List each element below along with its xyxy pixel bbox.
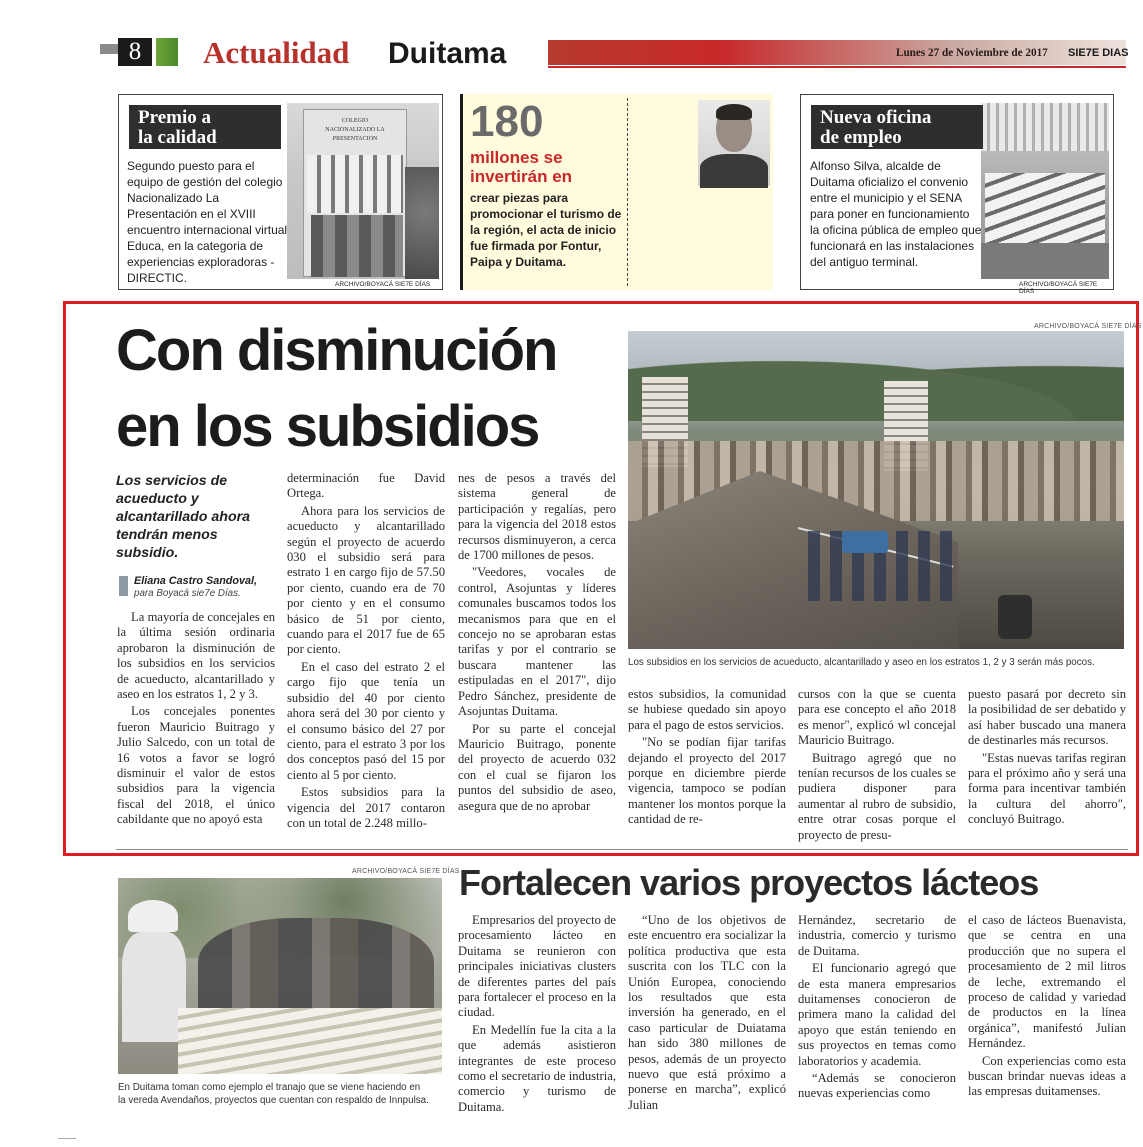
main-col-1: [117, 610, 275, 830]
main-col-5-p2: Buitrago agregó que no tenían recursos de los cuales se pudiera disponer para aumentar al rubro de subsidio, entre otrar cosas porque el proyecto de presu-: [798, 750, 956, 842]
second-col-1-p2: En Medellín fue la cita a la que además asistieron integrantes de este proceso como el secretario de industria, comercio y turismo de Duitama.: [458, 1022, 616, 1114]
second-col-3-p3: “Además se conocieron nuevas experiencias como: [798, 1071, 956, 1101]
office-desks: [985, 173, 1105, 243]
second-col-2: [628, 913, 786, 1115]
main-col-6: [968, 687, 1126, 830]
page-number: 8: [128, 38, 142, 65]
product-table: [178, 1008, 442, 1074]
blue-barrel: [842, 531, 888, 553]
school-sign: COLEGIO NACIONALIZADO LA PRESENTACION: [325, 118, 385, 142]
author-affiliation: para Boyacá sie7e Días.: [134, 588, 241, 599]
portrait-hair: [716, 104, 752, 120]
second-col-2-p1: “Uno de los objetivos de este encuentro era socializar la política productiva que esta suscrita con los TLC con la Unión Europea, conociendo los resultados que esta inversión ha generado, en el caso particular de Duiatama han sido 380 millones de pesos, además de un proyecto nuevo que está próximo a ponerse en marcha”, explicó Julian: [628, 913, 786, 1112]
main-headline-line2: en los subsidios: [116, 394, 539, 459]
cifra-number: 180: [470, 97, 544, 146]
main-col-2: [287, 471, 445, 833]
second-col-3: [798, 913, 956, 1104]
brief-premio: [118, 94, 443, 290]
office-floor: [981, 243, 1109, 279]
city-name: Duitama: [388, 37, 507, 70]
school-entrance: [311, 215, 403, 277]
oficina-title-line2: de empleo: [820, 127, 902, 148]
main-deck: Los servicios de acueducto y alcantarillado ahora tendrán menos subsidio.: [116, 473, 251, 561]
issue-date: Lunes 27 de Noviembre de 2017: [896, 47, 1048, 59]
section-name: Actualidad: [203, 35, 350, 70]
section-divider: [116, 849, 1128, 850]
second-col-4-p1: el caso de lácteos Buenavista, que se centra en una producción que no supera el procesamiento de 2 mil litros de leche, extremando el proceso de calidad y variedad de productos en la línea orgánica”, manifestó Julian Hernández.: [968, 913, 1126, 1051]
main-col-1-p1: La mayoría de concejales en la última sesión ordinaria aprobaron la disminución de los subsidios en los servicios de acueducto, alcantarillado y aseo en los estratos 1, 2 y 3.: [117, 610, 275, 702]
cifra-divider-left: [460, 94, 463, 290]
mountains: [628, 351, 1124, 421]
author-bar: [119, 576, 128, 596]
cifra-highlight-line1: millones se: [470, 148, 563, 167]
person-left: [122, 932, 186, 1042]
main-col-4: [628, 687, 786, 830]
school-tree: [405, 167, 439, 279]
author-name: Eliana Castro Sandoval,: [134, 575, 258, 587]
main-col-6-p1: puesto pasará por decreto sin la posibilidad de ser debatido y así haber buscado una manera de destinarles más recursos.: [968, 687, 1126, 748]
brief-oficina: [800, 94, 1114, 295]
office-roof: [981, 103, 1109, 151]
second-col-3-p2: El funcionario agregó que de esta manera empresarios duitamenses conocieron de primera mano la calidad del apoyo que están teniendo en sus proyectos en temas como laboratorios y academia.: [798, 961, 956, 1068]
second-col-1: [458, 913, 616, 1117]
second-col-1-p1: Empresarios del proyecto de procesamiento lácteo en Duitama se reunieron con principales iniciativas clusters de diferentes partes del país para fortalecer el proceso en la ciudad.: [458, 913, 616, 1020]
premio-title-line1: Premio a: [138, 107, 211, 128]
main-col-4-p2: "No se podían fijar tarifas dejando el proyecto del 2017 porque en diciembre pierde vigencia, tampoco se podían mantener los montos porque la cantidad de re-: [628, 735, 786, 827]
main-col-3-p1: nes de pesos a través del sistema general de participación y regalías, pero para la vigencia del 2018 estos recursos disminuyeron, a cerca de 1700 millones de pesos.: [458, 471, 616, 563]
brief-cifra: [460, 94, 773, 290]
second-photo-credit: ARCHIVO/BOYACÁ SIE7E DÍAS: [352, 868, 460, 875]
main-headline-line1: Con disminución: [116, 318, 557, 383]
person-hat: [128, 900, 178, 932]
second-col-3-p1: Hernández, secretario de industria, comercio y turismo de Duitama.: [798, 913, 956, 958]
premio-title-line2: la calidad: [138, 127, 217, 148]
main-col-2-p1: determinación fue David Ortega.: [287, 471, 445, 501]
main-col-2-p2: Ahora para los servicios de acueducto y alcantarillado según el proyecto de acuerdo 030 el subsidio será para estrato 1 en cargo fijo de 57.50 por ciento, cuando era de 70 por ciento y en el consumo básico de 51 por ciento, cuando para el 2017 fue de 65 por ciento.: [287, 503, 445, 657]
oficina-body: Alfonso Silva, alcalde de Duitama oficializo el convenio entre el municipio y el SENA para poner en funcionamiento la oficina pública de empleo que funcionará en las instalaciones del antiguo terminal.: [810, 159, 982, 269]
page-fold-mark: [58, 1138, 76, 1139]
main-col-6-p2: "Estas nuevas tarifas regiran para el próximo año y será una forma para incentivar también la cultura del ahorro", concluyó Buitrago.: [968, 750, 1126, 827]
main-col-1-p2: Los concejales ponentes fueron Mauricio Buitrago y Julio Salcedo, con un total de 16 votos a favor se logró disminuir el valor de estos subsidios para la vigencia fiscal del 2018, el único cabildante que no apoyó esta: [117, 704, 275, 827]
paper-name: SIE7E DIAS: [1068, 47, 1129, 59]
city-photo: [628, 331, 1124, 649]
school-photo: [287, 103, 439, 288]
portrait-shoulders: [700, 154, 768, 188]
main-col-3-p3: Por su parte el concejal Mauricio Buitrago, ponente del proyecto de acuerdo 032 con el cual se fijaron los puntos del subsidio de aseo, asegura que de no aprobar: [458, 721, 616, 813]
second-col-4-p2: Con experiencias como esta buscan brindar nuevas ideas a las empresas duitamenses.: [968, 1053, 1126, 1099]
dairy-photo: [118, 878, 442, 1074]
main-col-4-p1: estos subsidios, la comunidad se hubiese quedado sin apoyo para el pago de estos servicios.: [628, 687, 786, 732]
office-photo: [981, 103, 1109, 295]
office-chair: [998, 595, 1032, 639]
green-tab: [156, 38, 178, 66]
cifra-highlight-line2: invertirán en: [470, 167, 573, 186]
oficina-title-line1: Nueva oficina: [820, 107, 932, 128]
masthead: [0, 0, 1143, 80]
photo-credit: ARCHIVO/BOYACÁ SIE7E DÍAS: [335, 281, 431, 288]
main-col-5-p1: cursos con la que se cuenta para ese concepto el año 2018 es menor", explicó wl concejal Mauricio Buitrago.: [798, 687, 956, 748]
portrait-photo: [698, 100, 770, 186]
main-photo-credit: ARCHIVO/BOYACÁ SIE7E DÍAS: [1034, 323, 1142, 330]
accent-bar-thin: [548, 66, 1126, 68]
premio-body: Segundo puesto para el equipo de gestión del colegio Nacionalizado La Presentación en el XVIII encuentro internacional virtual Educa, en la categoria de experiencias exploradoras -DIRECTIC.: [127, 159, 288, 285]
second-photo-caption-line2: la vereda Avendaños, proyectos que cuentan con respaldo de Innpulsa.: [118, 1095, 429, 1106]
cifra-body: crear piezas para promocionar el turismo de la región, el acta de inicio fue firmada por Fontur, Paipa y Duitama.: [470, 191, 622, 269]
school-columns: [307, 155, 403, 213]
second-photo-caption-line1: En Duitama toman como ejemplo el tranajo que se viene haciendo en: [118, 1082, 421, 1093]
photo-credit: ARCHIVO/BOYACÁ SIE7E DÍAS: [1019, 281, 1098, 295]
main-col-3: [458, 471, 616, 816]
second-col-4: [968, 913, 1126, 1102]
main-col-5: [798, 687, 956, 845]
main-photo-caption: Los subsidios en los servicios de acueducto, alcantarillado y aseo en los estratos 1, 2 y 3 serán más pocos.: [628, 657, 1095, 668]
cifra-divider-mid: [627, 98, 628, 286]
main-col-2-p3: En el caso del estrato 2 el cargo fijo que tenía un subsidio del 40 por ciento ahora será del 30 por ciento y el consumo básico del 27 por ciento, para el estrato 3 por los dos conceptos pasó del 15 por ciento al 5 por ciento.: [287, 659, 445, 782]
main-col-2-p4: Estos subsidios para la vigencia del 2017 contaron con un total de 2.248 millo-: [287, 785, 445, 830]
second-headline: Fortalecen varios proyectos lácteos: [459, 862, 1039, 903]
left-rule: [100, 44, 118, 54]
main-col-3-p2: "Veedores, vocales de control, Asojuntas y líderes comunales buscamos todos los mecanismos para que en el concejo no se aprobaran estas tarifas y por el contrario se buscara mantener las estipuladas en el 2017", dijo Pedro Sánchez, presidente de Asojuntas Duitama.: [458, 565, 616, 719]
